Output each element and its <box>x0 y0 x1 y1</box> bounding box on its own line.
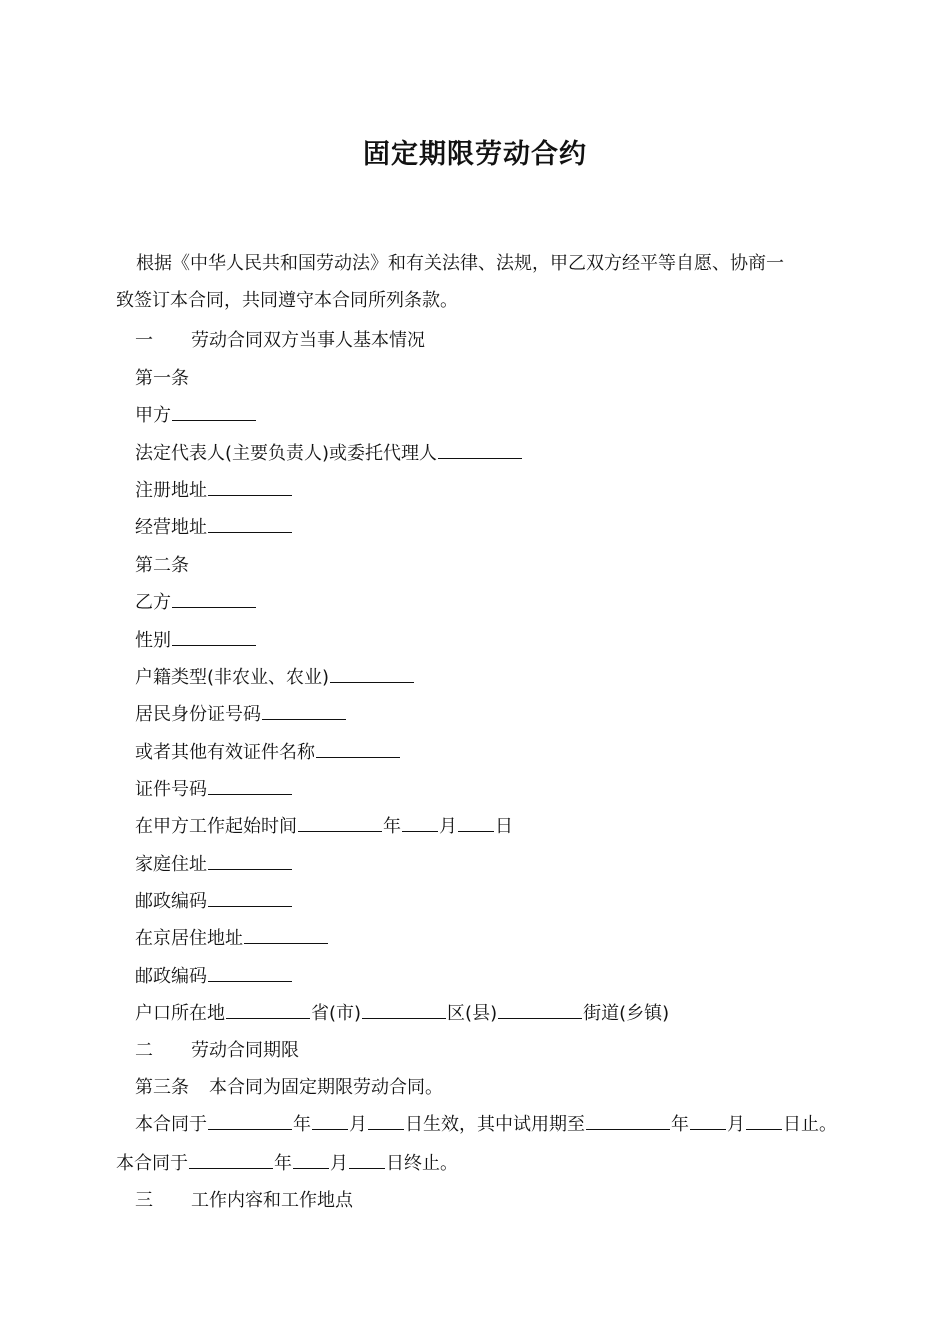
blank-line <box>262 703 346 720</box>
id-number-field <box>135 700 347 726</box>
field-label: 甲方 <box>135 405 171 426</box>
hukou-type-field <box>135 663 415 689</box>
term-text: 日止。 <box>783 1114 837 1135</box>
street-label: 街道(乡镇) <box>583 1003 670 1024</box>
intro-paragraph <box>116 245 836 319</box>
postcode-field <box>135 887 293 913</box>
field-label: 或者其他有效证件名称 <box>135 742 315 763</box>
field-label: 家庭住址 <box>135 854 207 875</box>
blank-line <box>298 815 382 832</box>
blank-line <box>746 1113 782 1130</box>
hukou-location-field <box>135 999 669 1025</box>
section-number: 二 <box>135 1040 153 1061</box>
field-label: 乙方 <box>135 592 171 613</box>
month-label: 月 <box>727 1114 745 1135</box>
blank-line <box>172 629 256 646</box>
blank-line <box>586 1113 670 1130</box>
blank-line <box>208 965 292 982</box>
party-a-field <box>135 401 257 427</box>
other-cert-field <box>135 738 401 764</box>
year-label: 年 <box>274 1153 292 1174</box>
term-text: 本合同于 <box>116 1153 188 1174</box>
day-label: 日 <box>495 816 513 837</box>
page-title: 固定期限劳动合约 <box>363 139 587 170</box>
reg-address-field <box>135 476 293 502</box>
blank-line <box>244 927 328 944</box>
blank-line <box>172 404 256 421</box>
blank-line <box>402 815 438 832</box>
month-label: 月 <box>439 816 457 837</box>
field-label: 经营地址 <box>135 517 207 538</box>
blank-line <box>349 1152 385 1169</box>
article-2-heading: 第二条 <box>135 555 189 576</box>
term-line-2 <box>116 1149 458 1175</box>
blank-line <box>330 666 414 683</box>
section-number: 一 <box>135 330 153 351</box>
field-label: 注册地址 <box>135 480 207 501</box>
field-label: 邮政编码 <box>135 966 207 987</box>
section-heading-2 <box>135 1036 299 1062</box>
gender-field <box>135 626 257 652</box>
section-title: 工作内容和工作地点 <box>191 1190 353 1211</box>
term-text: 本合同于 <box>135 1114 207 1135</box>
article-label: 第三条 <box>135 1077 189 1098</box>
field-label: 在甲方工作起始时间 <box>135 816 297 837</box>
start-time-field <box>135 812 513 838</box>
field-label: 户口所在地 <box>135 1003 225 1024</box>
blank-line <box>208 890 292 907</box>
section-title: 劳动合同双方当事人基本情况 <box>191 330 425 351</box>
section-title: 劳动合同期限 <box>191 1040 299 1061</box>
intro-line-1: 根据《中华人民共和国劳动法》和有关法律、法规，甲乙双方经平等自愿、协商一 <box>136 253 784 274</box>
cert-number-field <box>135 775 293 801</box>
field-label: 法定代表人(主要负责人)或委托代理人 <box>135 443 438 464</box>
section-heading-1 <box>135 326 425 352</box>
blank-line <box>208 778 292 795</box>
term-text: 日终止。 <box>386 1153 458 1174</box>
blank-line <box>368 1113 404 1130</box>
blank-line <box>498 1002 582 1019</box>
article-3 <box>135 1073 443 1099</box>
blank-line <box>208 853 292 870</box>
month-label: 月 <box>330 1153 348 1174</box>
blank-line <box>172 591 256 608</box>
blank-line <box>362 1002 446 1019</box>
blank-line <box>189 1152 273 1169</box>
district-label: 区(县) <box>447 1003 498 1024</box>
field-label: 户籍类型(非农业、农业) <box>135 667 330 688</box>
month-label: 月 <box>349 1114 367 1135</box>
term-line-1 <box>135 1110 837 1136</box>
blank-line <box>458 815 494 832</box>
blank-line <box>690 1113 726 1130</box>
blank-line <box>226 1002 310 1019</box>
home-address-field <box>135 850 293 876</box>
year-label: 年 <box>383 816 401 837</box>
legal-rep-field <box>135 439 523 465</box>
article-text: 本合同为固定期限劳动合同。 <box>209 1077 443 1098</box>
blank-line <box>316 741 400 758</box>
year-label: 年 <box>293 1114 311 1135</box>
section-number: 三 <box>135 1190 153 1211</box>
intro-line-2: 致签订本合同，共同遵守本合同所列条款。 <box>116 290 458 311</box>
section-heading-3 <box>135 1186 353 1212</box>
blank-line <box>208 479 292 496</box>
year-label: 年 <box>671 1114 689 1135</box>
blank-line <box>208 516 292 533</box>
party-b-field <box>135 588 257 614</box>
blank-line <box>438 442 522 459</box>
blank-line <box>312 1113 348 1130</box>
field-label: 邮政编码 <box>135 891 207 912</box>
beijing-address-field <box>135 924 329 950</box>
field-label: 证件号码 <box>135 779 207 800</box>
term-text: 日生效，其中试用期至 <box>405 1114 585 1135</box>
blank-line <box>293 1152 329 1169</box>
province-label: 省(市) <box>311 1003 362 1024</box>
field-label: 居民身份证号码 <box>135 704 261 725</box>
postcode-field-2 <box>135 962 293 988</box>
field-label: 在京居住地址 <box>135 928 243 949</box>
article-1-heading: 第一条 <box>135 368 189 389</box>
field-label: 性别 <box>135 630 171 651</box>
biz-address-field <box>135 513 293 539</box>
blank-line <box>208 1113 292 1130</box>
